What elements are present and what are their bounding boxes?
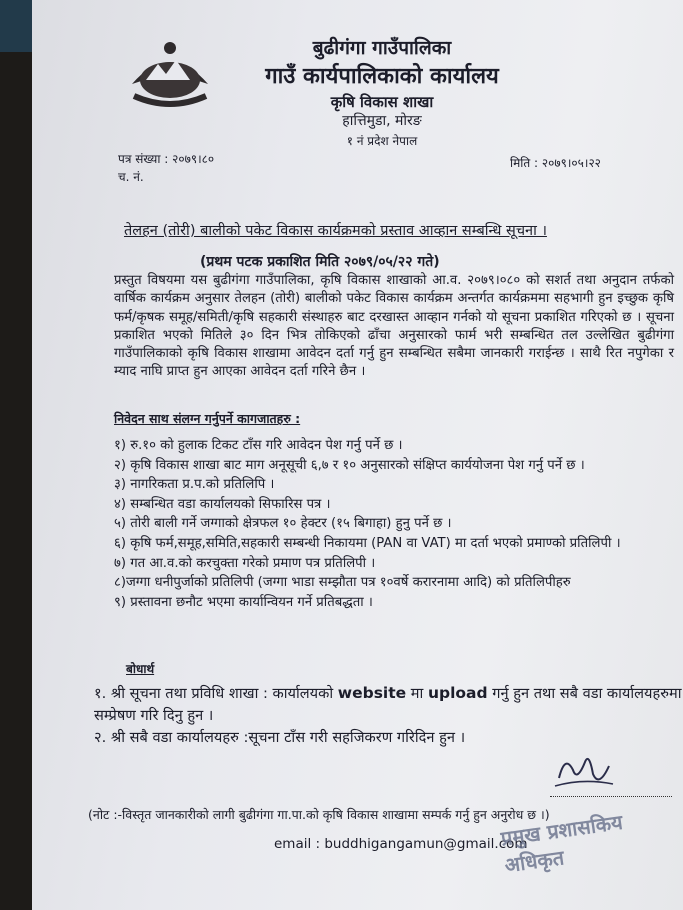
notice-document <box>32 0 683 910</box>
officer-stamp: प्रमुख प्रशासकिय अधिकृत <box>499 809 625 878</box>
attachment-item: ९) प्रस्तावना छनौट भएमा कार्यान्वियन गर्ने प्रतिबद्धता । <box>114 594 373 610</box>
forwarding-item1-end: गर्नु हुन तथा सबै वडा कार्यालयहरुमा सम्प्रेषण गरि दिनु हुन । <box>94 685 682 724</box>
office-location: हात्तिमुडा, मोरङ <box>342 113 422 129</box>
branch-name: कृषि विकास शाखा <box>330 93 434 111</box>
notice-title: तेलहन (तोरी) बालीको पकेट विकास कार्यक्रमको प्रस्ताव आव्हान सम्बन्धि सूचना । <box>124 223 547 239</box>
forwarding-item1-text: १. श्री सूचना तथा प्रविधि शाखा : कार्यालयको <box>94 685 338 702</box>
forwarding-heading: बोधार्थ <box>126 662 155 676</box>
office-name: गाउँ कार्यपालिकाको कार्यालय <box>265 64 499 89</box>
notice-body: प्रस्तुत विषयमा यस बुढीगंगा गाउँपालिका, कृषि विकास शाखाको आ.व. २०७९।०८० को सशर्त तथा अनुदान तर्फको वार्षिक कार्यक्रम अनुसार तेलहन (तोरी) बालीको पकेट विकास कार्यक्रम अन्तर्गत कार्यक्रममा सहभागी हुन इच्छुक कृषि फर्म/कृषक समूह/समिती/कृषि सहकारी संस्थाहरु बाट दरखास्त आव्हान गर्नको यो सूचना प्रकाशित गरिएको छ । सूचना प्रकाशित भएको मितिले ३० दिन भित्र तोकिएको ढाँचा अनुसारको फार्म भरी सम्बन्धित तल उल्लेखित बुढीगंगा गाउँपालिकाको कृषि विकास शाखामा आवेदन दर्ता गर्नु हुन सम्बन्धित सबैमा जानकारी गराईन्छ । साथै रित नपुगेका र म्याद नाघि प्राप्त हुन आएका आवेदन दर्ता गरिने छैन । <box>114 273 674 380</box>
municipality-name: बुढीगंगा गाउँपालिका <box>312 37 452 59</box>
website-word: website <box>337 684 407 702</box>
upload-word: upload <box>427 684 488 702</box>
attachment-item: ६) कृषि फर्म,समूह,समिति,सहकारी सम्बन्धी निकायमा (PAN वा VAT) मा दर्ता भएको प्रमाण्को प्रतिलिपी । <box>114 535 621 551</box>
attachments-heading: निवेदन साथ संलग्न गर्नुपर्ने कागजातहरु : <box>114 411 301 426</box>
dispatch-number: च. नं. <box>118 170 144 184</box>
attachment-item: ३) नागरिकता प्र.प.को प्रतिलिपि । <box>114 477 275 493</box>
contact-email: email : buddhigangamun@gmail.com <box>274 836 528 852</box>
forwarding-item <box>94 682 683 727</box>
signature-icon <box>547 748 617 794</box>
letter-date: मिति : २०७९।०५।२२ <box>510 156 601 170</box>
signature-line <box>550 796 672 797</box>
forwarding-item1-mid: मा <box>406 685 428 702</box>
attachment-item: ८)जग्गा धनीपुर्जाको प्रतिलिपी (जग्गा भाडा सम्झौता पत्र १०वर्षे करारनामा आदि) को प्रतिलिपीहरु <box>114 575 571 591</box>
attachment-item: ५) तोरी बाली गर्ने जग्गाको क्षेत्रफल १० हेक्टर (१५ बिगाहा) हुनु पर्ने छ । <box>114 516 452 532</box>
reference-number: पत्र संख्या : २०७९।८० <box>118 152 215 166</box>
attachments-list <box>114 436 679 612</box>
province-name: १ नं प्रदेश नेपाल <box>346 134 418 148</box>
forwarding-item: २. श्री सबै वडा कार्यालयहरु :सूचना टाँस गरी सहजिकरण गरिदिन हुन । <box>94 729 466 746</box>
attachment-item: ४) सम्बन्धित वडा कार्यालयको सिफारिस पत्र । <box>114 496 331 512</box>
forwarding-list <box>94 682 683 749</box>
attachment-item: ७) गत आ.व.को करचुक्ता गरेको प्रमाण पत्र प्रतिलिपी । <box>114 555 376 571</box>
attachment-item: १) रु.१० को हुलाक टिकट टाँस गरि आवेदन पेश गर्नु पर्ने छ । <box>114 438 403 453</box>
attachment-item: २) कृषि विकास शाखा बाट माग अनूसूची ६,७ र १० अनुसारको संक्षिप्त कार्ययोजना पेश गर्नु पर्ने छ । <box>114 457 585 473</box>
contact-note: (नोट :-विस्तृत जानकारीको लागी बुढीगंगा गा.पा.को कृषि विकास शाखामा सम्पर्क गर्नु हुन अनुरोध छ ।) <box>88 807 550 822</box>
notice-subtitle: (प्रथम पटक प्रकाशित मिति २०७९/०५/२२ गते) <box>200 254 440 270</box>
